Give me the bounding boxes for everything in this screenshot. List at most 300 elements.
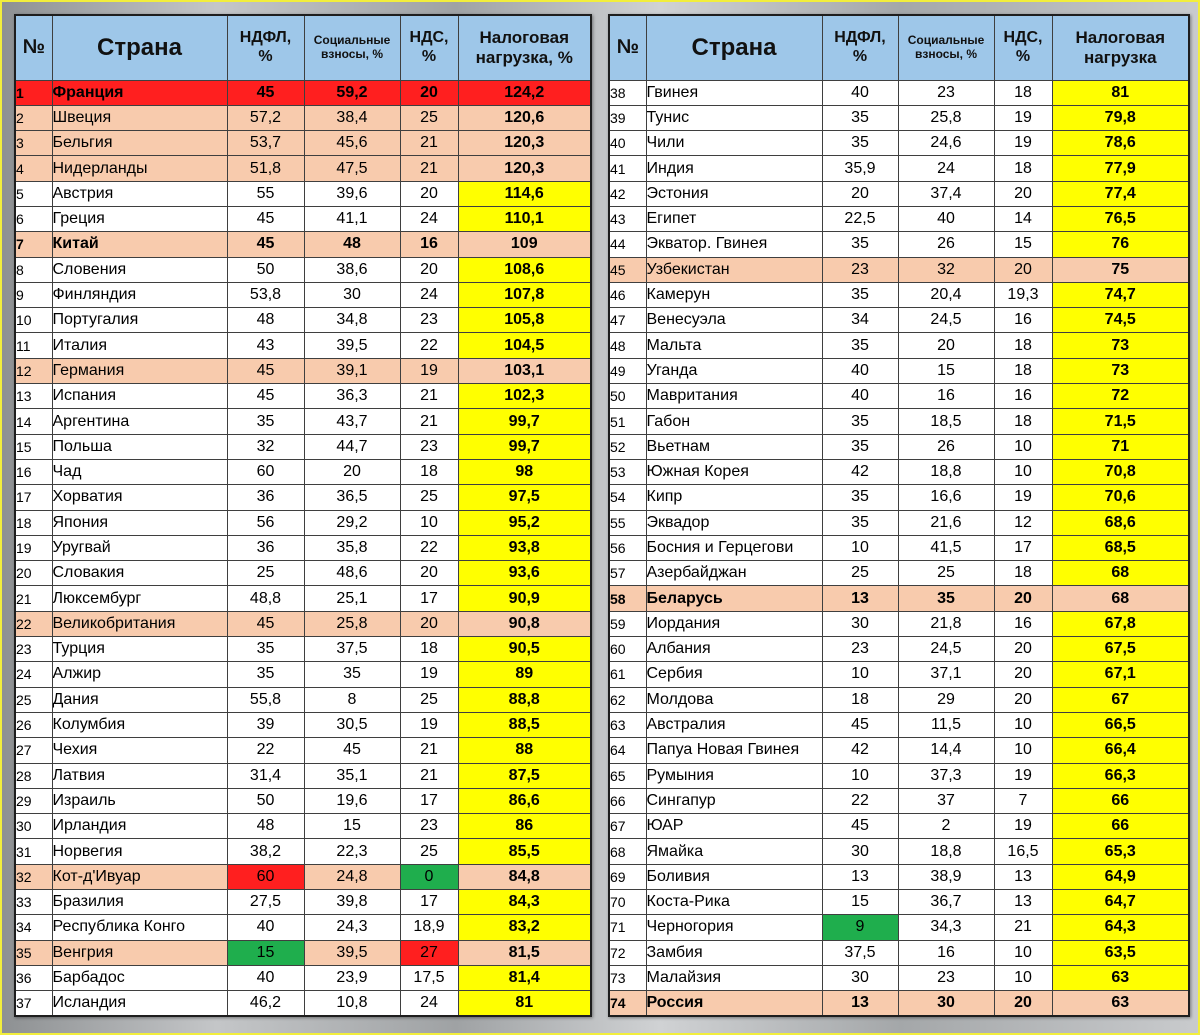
country-name: Индия (646, 156, 822, 181)
row-number: 18 (15, 510, 52, 535)
ndfl-value: 53,8 (227, 282, 304, 307)
ndfl-value: 35 (822, 105, 898, 130)
tax-load-value: 108,6 (458, 257, 591, 282)
social-value: 48 (304, 232, 400, 257)
header-number: № (609, 15, 646, 80)
table-row (15, 738, 591, 763)
table-row (609, 384, 1189, 409)
social-value: 15 (304, 814, 400, 839)
row-number: 30 (15, 814, 52, 839)
ndfl-value: 35 (822, 131, 898, 156)
country-name: Албания (646, 637, 822, 662)
social-value: 18,5 (898, 409, 994, 434)
table-row (15, 814, 591, 839)
table-row (15, 788, 591, 813)
ndfl-value: 30 (822, 611, 898, 636)
tax-load-value: 64,9 (1052, 864, 1189, 889)
social-value: 24,5 (898, 308, 994, 333)
table-row (15, 206, 591, 231)
tax-load-value: 88,8 (458, 687, 591, 712)
table-row (609, 181, 1189, 206)
social-value: 20,4 (898, 282, 994, 307)
social-value: 48,6 (304, 561, 400, 586)
country-name: Малайзия (646, 965, 822, 990)
country-name: Аргентина (52, 409, 227, 434)
table-row (15, 637, 591, 662)
row-number: 2 (15, 105, 52, 130)
vat-value: 0 (400, 864, 458, 889)
country-name: Камерун (646, 282, 822, 307)
tax-load-value: 73 (1052, 358, 1189, 383)
vat-value: 16 (994, 611, 1052, 636)
social-value: 41,1 (304, 206, 400, 231)
ndfl-value: 13 (822, 991, 898, 1016)
vat-value: 19 (994, 814, 1052, 839)
header-vat: НДС, % (994, 15, 1052, 80)
tax-load-value: 90,5 (458, 637, 591, 662)
row-number: 10 (15, 308, 52, 333)
ndfl-value: 42 (822, 738, 898, 763)
tax-load-value: 95,2 (458, 510, 591, 535)
tax-load-value: 114,6 (458, 181, 591, 206)
vat-value: 20 (400, 561, 458, 586)
social-value: 26 (898, 434, 994, 459)
tax-table-right (608, 14, 1190, 1017)
ndfl-value: 48,8 (227, 586, 304, 611)
vat-value: 21 (994, 915, 1052, 940)
table-row (15, 257, 591, 282)
social-value: 30 (304, 282, 400, 307)
vat-value: 18 (994, 358, 1052, 383)
tax-load-value: 74,5 (1052, 308, 1189, 333)
country-name: Великобритания (52, 611, 227, 636)
row-number: 9 (15, 282, 52, 307)
table-row (609, 131, 1189, 156)
header-country: Страна (646, 15, 822, 80)
country-name: Израиль (52, 788, 227, 813)
tax-load-value: 67,5 (1052, 637, 1189, 662)
tax-load-value: 75 (1052, 257, 1189, 282)
table-row (609, 687, 1189, 712)
tax-load-value: 76 (1052, 232, 1189, 257)
country-name: Тунис (646, 105, 822, 130)
country-name: Египет (646, 206, 822, 231)
ndfl-value: 40 (822, 384, 898, 409)
country-name: Китай (52, 232, 227, 257)
row-number: 7 (15, 232, 52, 257)
vat-value: 20 (400, 181, 458, 206)
vat-value: 15 (994, 232, 1052, 257)
tax-load-value: 64,3 (1052, 915, 1189, 940)
country-name: Габон (646, 409, 822, 434)
table-row (609, 485, 1189, 510)
header-social: Социальные взносы, % (304, 15, 400, 80)
country-name: Экватор. Гвинея (646, 232, 822, 257)
ndfl-value: 30 (822, 839, 898, 864)
country-name: Франция (52, 80, 227, 105)
vat-value: 23 (400, 434, 458, 459)
table-row (15, 890, 591, 915)
row-number: 34 (15, 915, 52, 940)
table-row (609, 409, 1189, 434)
country-name: Сербия (646, 662, 822, 687)
tax-load-value: 124,2 (458, 80, 591, 105)
row-number: 12 (15, 358, 52, 383)
ndfl-value: 48 (227, 308, 304, 333)
row-number: 68 (609, 839, 646, 864)
social-value: 18,8 (898, 839, 994, 864)
ndfl-value: 42 (822, 459, 898, 484)
tax-load-value: 86 (458, 814, 591, 839)
tax-load-value: 63,5 (1052, 940, 1189, 965)
row-number: 41 (609, 156, 646, 181)
social-value: 34,3 (898, 915, 994, 940)
ndfl-value: 15 (822, 890, 898, 915)
tax-load-value: 103,1 (458, 358, 591, 383)
ndfl-value: 35,9 (822, 156, 898, 181)
table-row (15, 687, 591, 712)
table-row (609, 738, 1189, 763)
vat-value: 10 (994, 459, 1052, 484)
vat-value: 13 (994, 890, 1052, 915)
vat-value: 19 (400, 358, 458, 383)
tax-load-value: 81,5 (458, 940, 591, 965)
row-number: 66 (609, 788, 646, 813)
vat-value: 19 (994, 131, 1052, 156)
country-name: Барбадос (52, 965, 227, 990)
vat-value: 25 (400, 105, 458, 130)
social-value: 37,3 (898, 763, 994, 788)
social-value: 37 (898, 788, 994, 813)
table-row (15, 333, 591, 358)
country-name: Гвинея (646, 80, 822, 105)
ndfl-value: 45 (227, 206, 304, 231)
table-row (609, 459, 1189, 484)
country-name: Италия (52, 333, 227, 358)
social-value: 16 (898, 940, 994, 965)
social-value: 36,3 (304, 384, 400, 409)
table-row (609, 80, 1189, 105)
row-number: 29 (15, 788, 52, 813)
row-number: 69 (609, 864, 646, 889)
row-number: 52 (609, 434, 646, 459)
ndfl-value: 40 (822, 80, 898, 105)
row-number: 33 (15, 890, 52, 915)
country-name: Бразилия (52, 890, 227, 915)
ndfl-value: 39 (227, 712, 304, 737)
tax-load-value: 73 (1052, 333, 1189, 358)
row-number: 74 (609, 991, 646, 1016)
social-value: 47,5 (304, 156, 400, 181)
ndfl-value: 34 (822, 308, 898, 333)
tax-table-left (14, 14, 592, 1017)
vat-value: 18,9 (400, 915, 458, 940)
country-name: Польша (52, 434, 227, 459)
tax-load-value: 102,3 (458, 384, 591, 409)
row-number: 21 (15, 586, 52, 611)
social-value: 38,9 (898, 864, 994, 889)
table-row (15, 561, 591, 586)
row-number: 3 (15, 131, 52, 156)
country-name: Россия (646, 991, 822, 1016)
table-row (15, 384, 591, 409)
social-value: 20 (304, 459, 400, 484)
tax-load-value: 99,7 (458, 434, 591, 459)
tax-load-value: 78,6 (1052, 131, 1189, 156)
vat-value: 19 (994, 105, 1052, 130)
tax-load-value: 66 (1052, 814, 1189, 839)
table-row (609, 991, 1189, 1016)
country-name: Исландия (52, 991, 227, 1016)
social-value: 14,4 (898, 738, 994, 763)
row-number: 73 (609, 965, 646, 990)
ndfl-value: 10 (822, 662, 898, 687)
table-row (15, 763, 591, 788)
country-name: Нидерланды (52, 156, 227, 181)
ndfl-value: 55 (227, 181, 304, 206)
ndfl-value: 25 (822, 561, 898, 586)
tax-load-value: 68,5 (1052, 535, 1189, 560)
table-row (609, 232, 1189, 257)
row-number: 42 (609, 181, 646, 206)
social-value: 36,5 (304, 485, 400, 510)
vat-value: 24 (400, 206, 458, 231)
ndfl-value: 45 (227, 384, 304, 409)
table-row (15, 409, 591, 434)
ndfl-value: 10 (822, 535, 898, 560)
vat-value: 23 (400, 308, 458, 333)
table-row (609, 839, 1189, 864)
table-row (609, 712, 1189, 737)
country-name: ЮАР (646, 814, 822, 839)
row-number: 20 (15, 561, 52, 586)
vat-value: 24 (400, 991, 458, 1016)
ndfl-value: 48 (227, 814, 304, 839)
ndfl-value: 22 (822, 788, 898, 813)
social-value: 34,8 (304, 308, 400, 333)
table-header-row (15, 15, 591, 80)
tax-load-value: 64,7 (1052, 890, 1189, 915)
vat-value: 18 (994, 156, 1052, 181)
social-value: 39,1 (304, 358, 400, 383)
country-name: Папуа Новая Гвинея (646, 738, 822, 763)
row-number: 19 (15, 535, 52, 560)
tax-load-value: 76,5 (1052, 206, 1189, 231)
row-number: 17 (15, 485, 52, 510)
country-name: Босния и Герцегови (646, 535, 822, 560)
row-number: 5 (15, 181, 52, 206)
row-number: 53 (609, 459, 646, 484)
country-name: Беларусь (646, 586, 822, 611)
ndfl-value: 35 (227, 409, 304, 434)
vat-value: 20 (994, 181, 1052, 206)
tax-load-value: 66,5 (1052, 712, 1189, 737)
vat-value: 17 (400, 890, 458, 915)
vat-value: 16 (994, 384, 1052, 409)
ndfl-value: 45 (822, 712, 898, 737)
ndfl-value: 35 (822, 282, 898, 307)
table-row (15, 105, 591, 130)
vat-value: 21 (400, 409, 458, 434)
table-row (15, 282, 591, 307)
tax-load-value: 79,8 (1052, 105, 1189, 130)
row-number: 24 (15, 662, 52, 687)
row-number: 15 (15, 434, 52, 459)
ndfl-value: 32 (227, 434, 304, 459)
vat-value: 17,5 (400, 965, 458, 990)
table-row (15, 80, 591, 105)
country-name: Мавритания (646, 384, 822, 409)
row-number: 63 (609, 712, 646, 737)
tax-load-value: 93,8 (458, 535, 591, 560)
ndfl-value: 31,4 (227, 763, 304, 788)
ndfl-value: 60 (227, 459, 304, 484)
tax-load-value: 87,5 (458, 763, 591, 788)
country-name: Словакия (52, 561, 227, 586)
row-number: 62 (609, 687, 646, 712)
ndfl-value: 20 (822, 181, 898, 206)
social-value: 39,5 (304, 940, 400, 965)
social-value: 37,1 (898, 662, 994, 687)
row-number: 57 (609, 561, 646, 586)
vat-value: 22 (400, 333, 458, 358)
table-row (15, 131, 591, 156)
row-number: 60 (609, 637, 646, 662)
tax-load-value: 68,6 (1052, 510, 1189, 535)
ndfl-value: 35 (822, 409, 898, 434)
country-name: Молдова (646, 687, 822, 712)
vat-value: 10 (994, 940, 1052, 965)
vat-value: 27 (400, 940, 458, 965)
table-row (609, 156, 1189, 181)
tax-load-value: 93,6 (458, 561, 591, 586)
ndfl-value: 46,2 (227, 991, 304, 1016)
country-name: Коста-Рика (646, 890, 822, 915)
ndfl-value: 35 (822, 485, 898, 510)
vat-value: 20 (994, 687, 1052, 712)
vat-value: 23 (400, 814, 458, 839)
tax-load-value: 104,5 (458, 333, 591, 358)
row-number: 38 (609, 80, 646, 105)
country-name: Южная Корея (646, 459, 822, 484)
country-name: Ирландия (52, 814, 227, 839)
tax-load-value: 66,4 (1052, 738, 1189, 763)
tax-load-value: 84,8 (458, 864, 591, 889)
vat-value: 25 (400, 687, 458, 712)
vat-value: 21 (400, 763, 458, 788)
country-name: Республика Конго (52, 915, 227, 940)
row-number: 13 (15, 384, 52, 409)
social-value: 45,6 (304, 131, 400, 156)
tax-load-value: 66,3 (1052, 763, 1189, 788)
tax-load-value: 81 (458, 991, 591, 1016)
social-value: 24,6 (898, 131, 994, 156)
row-number: 44 (609, 232, 646, 257)
tax-load-value: 89 (458, 662, 591, 687)
vat-value: 10 (994, 434, 1052, 459)
header-tax-load: Налоговая нагрузка, % (458, 15, 591, 80)
vat-value: 7 (994, 788, 1052, 813)
ndfl-value: 50 (227, 257, 304, 282)
row-number: 14 (15, 409, 52, 434)
vat-value: 18 (994, 561, 1052, 586)
social-value: 38,6 (304, 257, 400, 282)
country-name: Черногория (646, 915, 822, 940)
table-row (609, 965, 1189, 990)
tax-load-value: 67,8 (1052, 611, 1189, 636)
country-name: Уругвай (52, 535, 227, 560)
country-name: Латвия (52, 763, 227, 788)
social-value: 11,5 (898, 712, 994, 737)
social-value: 40 (898, 206, 994, 231)
ndfl-value: 22,5 (822, 206, 898, 231)
vat-value: 20 (400, 257, 458, 282)
ndfl-value: 36 (227, 535, 304, 560)
row-number: 59 (609, 611, 646, 636)
ndfl-value: 37,5 (822, 940, 898, 965)
table-row (609, 257, 1189, 282)
row-number: 1 (15, 80, 52, 105)
ndfl-value: 23 (822, 257, 898, 282)
ndfl-value: 50 (227, 788, 304, 813)
social-value: 39,5 (304, 333, 400, 358)
vat-value: 18 (994, 409, 1052, 434)
row-number: 31 (15, 839, 52, 864)
vat-value: 20 (994, 637, 1052, 662)
social-value: 35,1 (304, 763, 400, 788)
country-name: Замбия (646, 940, 822, 965)
row-number: 56 (609, 535, 646, 560)
tax-load-value: 81,4 (458, 965, 591, 990)
row-number: 6 (15, 206, 52, 231)
country-name: Финляндия (52, 282, 227, 307)
row-number: 71 (609, 915, 646, 940)
social-value: 2 (898, 814, 994, 839)
country-name: Эквадор (646, 510, 822, 535)
row-number: 54 (609, 485, 646, 510)
social-value: 44,7 (304, 434, 400, 459)
tax-load-value: 97,5 (458, 485, 591, 510)
social-value: 23 (898, 965, 994, 990)
row-number: 23 (15, 637, 52, 662)
tax-load-value: 71,5 (1052, 409, 1189, 434)
country-name: Узбекистан (646, 257, 822, 282)
social-value: 25,8 (304, 611, 400, 636)
table-row (15, 712, 591, 737)
row-number: 51 (609, 409, 646, 434)
country-name: Азербайджан (646, 561, 822, 586)
table-row (15, 991, 591, 1016)
tax-load-value: 120,3 (458, 156, 591, 181)
ndfl-value: 15 (227, 940, 304, 965)
row-number: 27 (15, 738, 52, 763)
social-value: 32 (898, 257, 994, 282)
social-value: 29 (898, 687, 994, 712)
table-row (609, 358, 1189, 383)
row-number: 37 (15, 991, 52, 1016)
country-name: Вьетнам (646, 434, 822, 459)
row-number: 70 (609, 890, 646, 915)
vat-value: 20 (400, 611, 458, 636)
row-number: 40 (609, 131, 646, 156)
country-name: Португалия (52, 308, 227, 333)
tax-load-value: 68 (1052, 586, 1189, 611)
social-value: 59,2 (304, 80, 400, 105)
table-row (15, 181, 591, 206)
ndfl-value: 45 (822, 814, 898, 839)
table-row (609, 206, 1189, 231)
vat-value: 25 (400, 485, 458, 510)
